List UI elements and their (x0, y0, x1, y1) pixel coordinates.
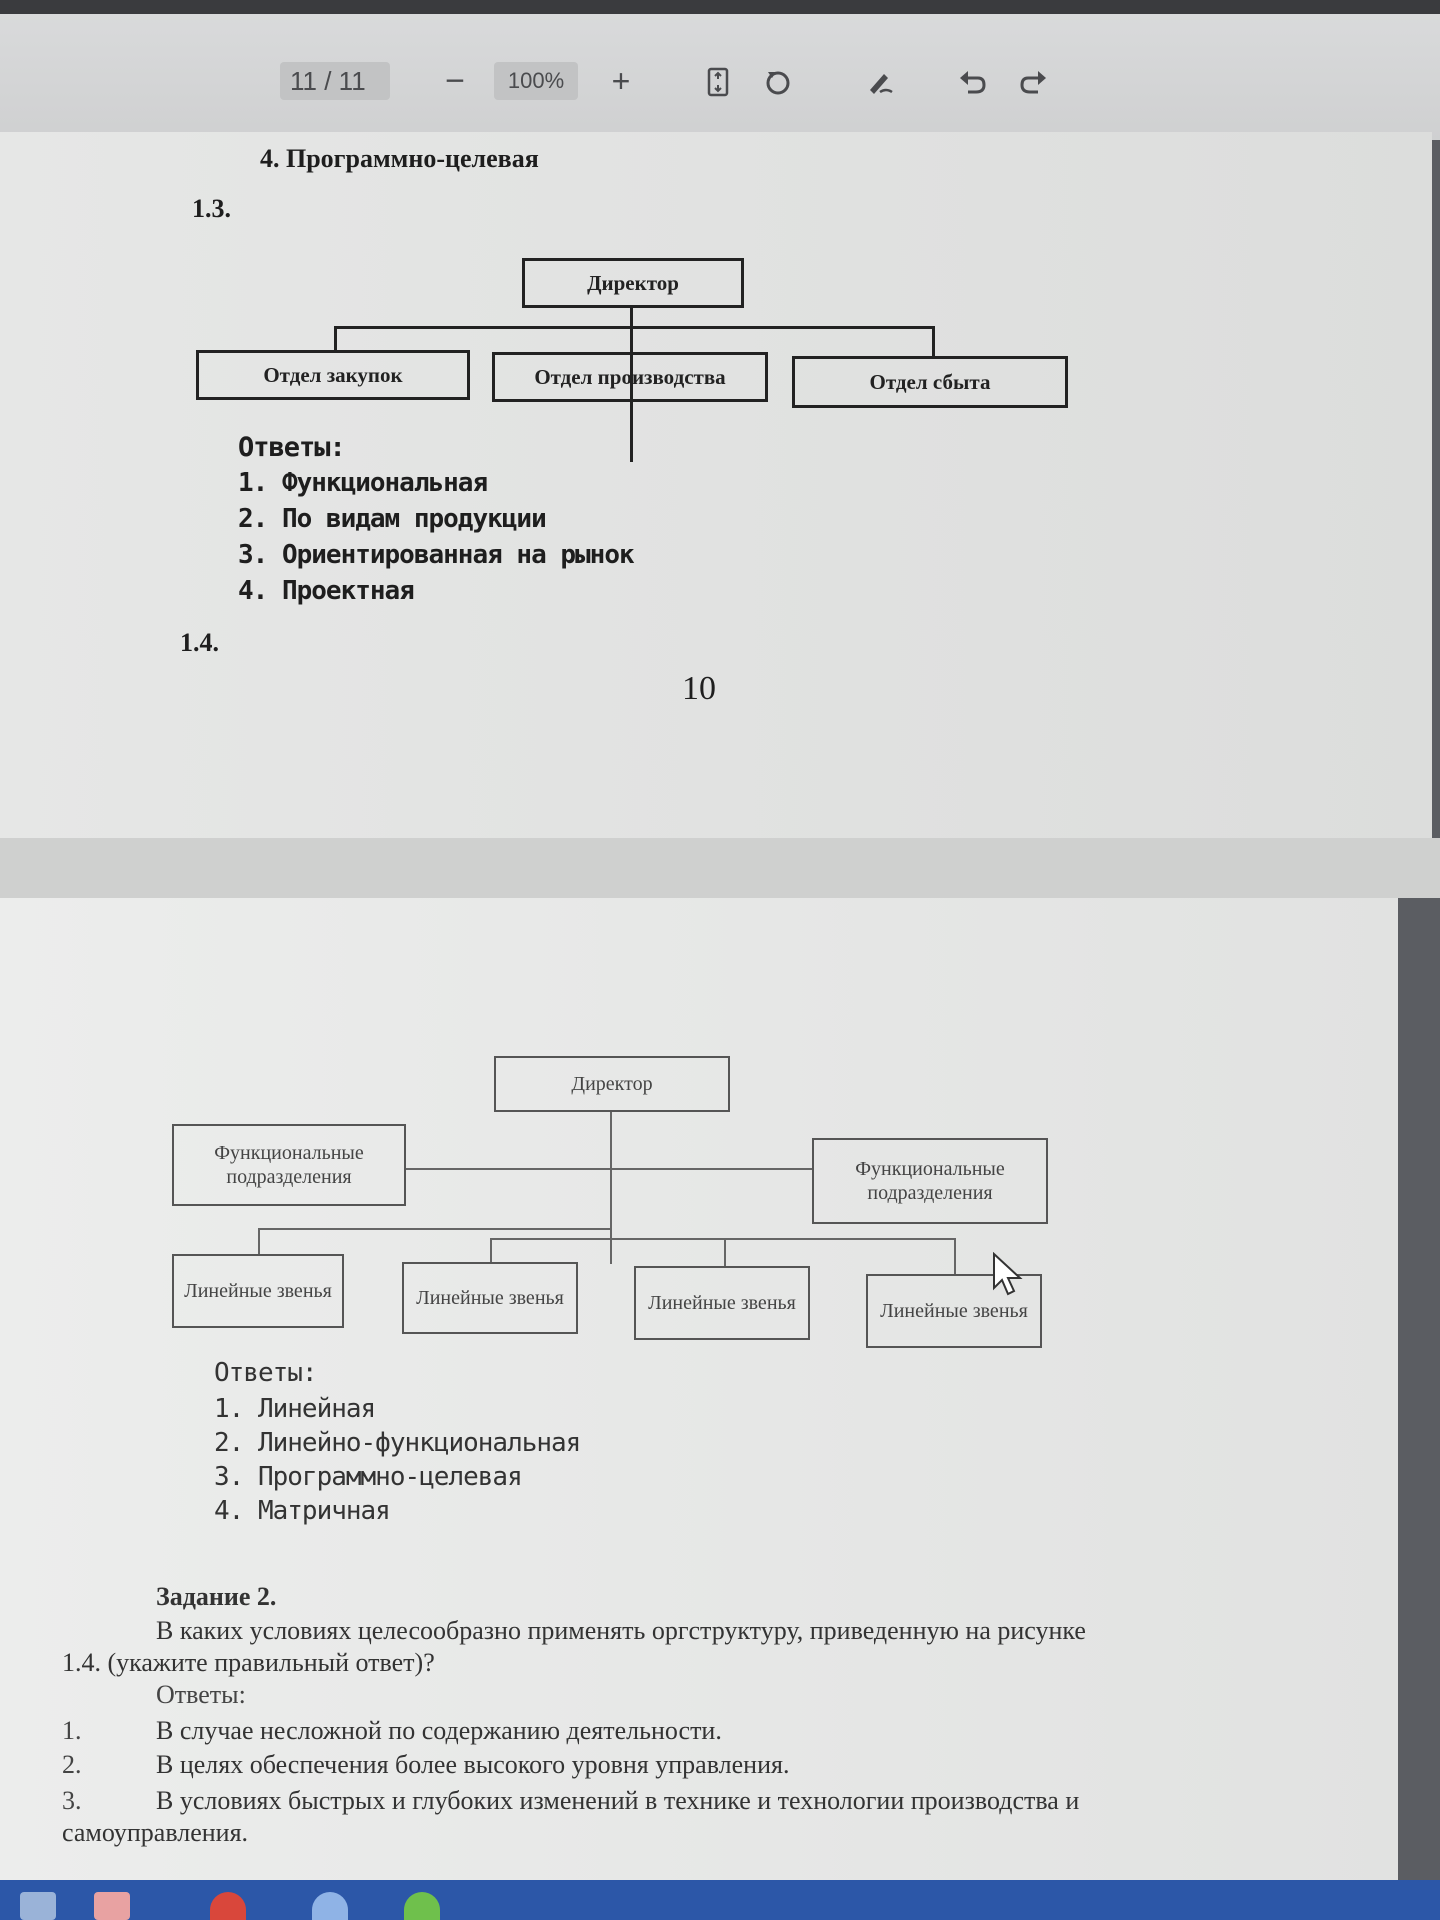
app-icon[interactable] (404, 1892, 440, 1920)
chart-director-box: Директор (494, 1056, 730, 1112)
chart-connector (406, 1168, 812, 1170)
answers-label: Ответы: (238, 432, 345, 463)
chart-line-unit: Линейные звенья (402, 1262, 578, 1334)
chart-connector (258, 1228, 612, 1230)
annotate-icon[interactable] (864, 66, 896, 98)
zoom-out-button[interactable]: − (445, 62, 465, 100)
browser-icon[interactable] (210, 1892, 246, 1920)
task-option-number: 1. (62, 1716, 82, 1745)
section-number-1-4: 1.4. (180, 628, 219, 657)
redo-icon[interactable] (1018, 66, 1050, 98)
pdf-app-icon[interactable] (94, 1892, 130, 1920)
task-option-text: В условиях быстрых и глубоких изменений в технике и технологии производства и (156, 1786, 1080, 1815)
chart-line-unit: Линейные звенья (172, 1254, 344, 1328)
chart-dept-production: Отдел производства (492, 352, 768, 402)
chart-connector (258, 1228, 260, 1256)
chart-connector (334, 326, 934, 329)
chart-connector (954, 1238, 956, 1276)
chart-connector (334, 326, 337, 352)
page-number: 10 (682, 670, 716, 707)
answer-option: 1. Функциональная (238, 468, 488, 498)
pdf-page-11 (0, 898, 1398, 1908)
chart-connector (724, 1238, 726, 1268)
zoom-value[interactable]: 100% (494, 62, 578, 100)
task-option-number: 3. (62, 1786, 82, 1815)
file-explorer-icon[interactable] (20, 1892, 56, 1920)
task-question-line: 1.4. (укажите правильный ответ)? (62, 1648, 435, 1677)
answer-option: 2. Линейно-функциональная (214, 1428, 581, 1458)
task-option-text: самоуправления. (62, 1818, 249, 1847)
task-question-line: В каких условиях целесообразно применять оргструктуру, приведенную на рисунке (156, 1616, 1086, 1645)
chart-director-box: Директор (522, 258, 744, 308)
answers-label: Ответы: (214, 1358, 317, 1388)
chart-connector (490, 1238, 956, 1240)
answer-option: 1. Линейная (214, 1394, 376, 1424)
answer-option: 2. По видам продукции (238, 504, 546, 534)
page-gap (0, 838, 1440, 898)
chart-connector (932, 326, 935, 358)
task-title: Задание 2. (156, 1582, 277, 1611)
rotate-icon[interactable] (762, 66, 794, 98)
page-counter[interactable]: 11 / 11 (280, 62, 390, 100)
answer-option: 4. Матричная (214, 1496, 390, 1526)
chart-line-unit: Линейные звенья (866, 1274, 1042, 1348)
chart-dept-sales: Отдел сбыта (792, 356, 1068, 408)
chart-functional-right: Функциональные подразделения (812, 1138, 1048, 1224)
task-option-text: В случае несложной по содержанию деятельности. (156, 1716, 722, 1745)
previous-answer-item: 4. Программно-целевая (260, 144, 539, 173)
task-option-number: 2. (62, 1750, 82, 1779)
task-answers-label: Ответы: (156, 1680, 246, 1709)
zoom-in-button[interactable]: + (611, 63, 631, 99)
chart-line-unit: Линейные звенья (634, 1266, 810, 1340)
pdf-toolbar (0, 0, 1440, 140)
chart-functional-left: Функциональные подразделения (172, 1124, 406, 1206)
answer-option: 4. Проектная (238, 576, 414, 606)
app-icon[interactable] (312, 1892, 348, 1920)
undo-icon[interactable] (956, 66, 988, 98)
chart-dept-purchasing: Отдел закупок (196, 350, 470, 400)
chart-connector (610, 1112, 612, 1264)
section-number-1-3: 1.3. (192, 194, 231, 223)
task-question (156, 1616, 1086, 1646)
chart-connector (490, 1238, 492, 1262)
fit-page-icon[interactable] (702, 66, 734, 98)
answer-option: 3. Программно-целевая (214, 1462, 522, 1492)
task-option-text: В целях обеспечения более высокого уровня управления. (156, 1750, 790, 1779)
pdf-page-10 (0, 132, 1432, 838)
mouse-cursor-icon (992, 1252, 1026, 1298)
answer-option: 3. Ориентированная на рынок (238, 540, 634, 570)
